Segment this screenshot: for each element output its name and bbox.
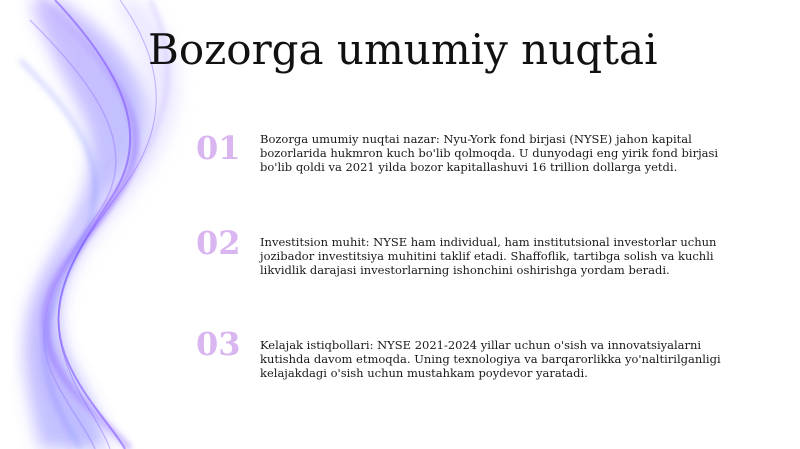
- item-text: Investitsion muhit: NYSE ham individual, ham institutsional investorlar uchun jozibador investitsiya muhitini taklif etadi. Shaffoflik, tartibga solish va kuchli likvidlik darajasi investorlarning ishonchini oshirishga yordam beradi.: [260, 235, 717, 277]
- item-number: 03: [196, 325, 241, 363]
- item-text: Kelajak istiqbollari: NYSE 2021-2024 yillar uchun o'sish va innovatsiyalarni kutishda davom etmoqda. Uning texnologiya va barqarorlikka yo'naltirilganligi kelajakdagi o'sish uchun mustahkam poydevor yaratadi.: [260, 338, 721, 380]
- item-number: 01: [196, 129, 241, 167]
- item-number: 02: [196, 224, 241, 262]
- page-title: Bozorga umumiy nuqtai: [148, 25, 658, 74]
- item-text: Bozorga umumiy nuqtai nazar: Nyu-York fond birjasi (NYSE) jahon kapital bozorlarida hukmron kuch bo'lib qolmoqda. U dunyodagi eng yirik fond birjasi bo'lib qoldi va 2021 yilda bozor kapitallashuvi 16 trillion dollarga yetdi.: [260, 132, 719, 174]
